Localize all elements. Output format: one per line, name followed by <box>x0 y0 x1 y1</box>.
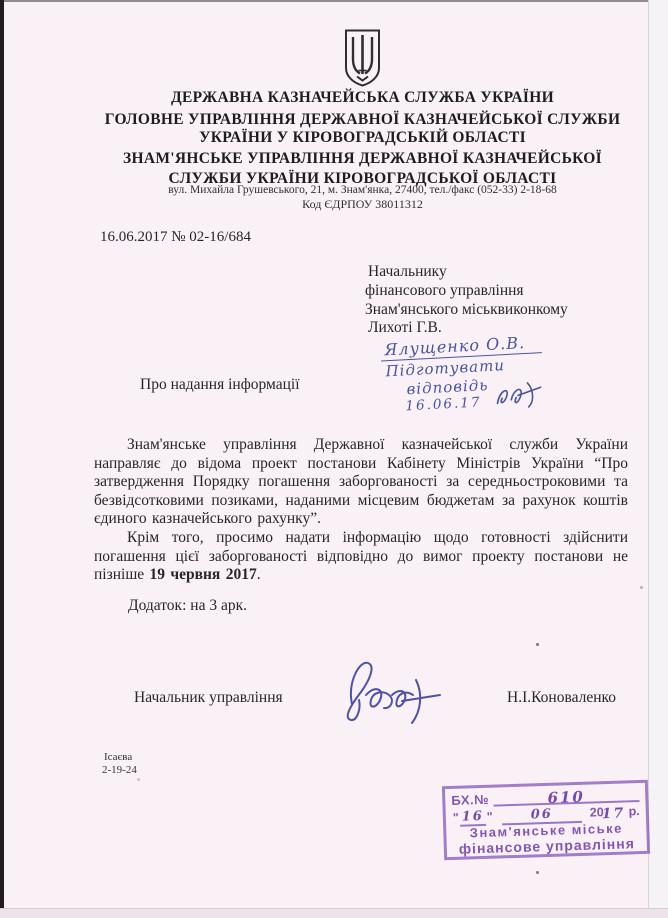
addressee-line: фінансового управління <box>365 281 524 299</box>
letter-date-number: 16.06.2017 № 02-16/684 <box>100 229 251 245</box>
body-paragraph-2-end: . <box>256 566 261 584</box>
scan-speck <box>536 643 539 646</box>
incoming-registration-stamp <box>442 780 650 860</box>
signer-position: Начальник управління <box>134 689 283 706</box>
addressee-line: Лихоті Г.В. <box>368 319 442 337</box>
executor-phone: 2-19-24 <box>102 764 137 776</box>
attachment-note: Додаток: на 3 арк. <box>128 597 247 614</box>
scan-speck <box>640 586 643 589</box>
stamp-number-label: БХ.№ <box>451 791 490 808</box>
stamp-month-handwritten: 06 <box>501 806 582 826</box>
org-address: вул. Михайла Грушевського, 21, м. Знам'янка, 27400, тел./факс (052-33) 2-18-68 <box>168 184 557 196</box>
body-paragraph-1-text: Знам'янське управління Державної казначейської служби України направляє до відома проект постанови Кабінету Міністрів України “Про затвердження Порядку погашення заборгованості за середньостроковими та безвідсотковими позиками, наданими місцевим бюджетам за рахунок коштів єдиного казначейського рахунку”. <box>94 436 628 528</box>
body-paragraph-2-text: Крім того, просимо надати інформацію щодо готовності здійснити погашення цієї заборгованості відповідно до вимог проекту постанови не пізніше <box>94 528 628 584</box>
handwritten-date: 16.06.17 <box>405 394 482 415</box>
stamp-year-handwritten: 17 <box>601 805 626 823</box>
org-name-line1: ДЕРЖАВНА КАЗНАЧЕЙСЬКА СЛУЖБА УКРАЇНИ <box>171 89 554 106</box>
scan-edge-top <box>4 0 668 2</box>
stamp-org-line2: фінансове управління <box>458 835 636 857</box>
stamp-quote-open: " <box>452 810 460 825</box>
ukraine-trident-emblem-icon <box>343 29 382 87</box>
stamp-number-handwritten: 610 <box>547 787 586 807</box>
stamp-quote-close: " <box>486 809 493 824</box>
org-edrpou-code: Код ЄДРПОУ 38011312 <box>302 197 423 211</box>
org-name-line4: ЗНАМ'ЯНСЬКЕ УПРАВЛІННЯ ДЕРЖАВНОЇ КАЗНАЧЕЙСЬКОЇ <box>122 150 602 167</box>
org-name-line3: УКРАЇНИ У КІРОВОГРАДСЬКІЙ ОБЛАСТІ <box>199 129 526 146</box>
ink-signature <box>336 650 446 728</box>
handwritten-initials-flourish <box>492 379 545 412</box>
addressee-line: Начальнику <box>368 263 447 280</box>
scan-edge-left <box>0 0 4 918</box>
handwritten-instruction-line1: Підготувати <box>385 356 506 381</box>
signer-name: Н.І.Коноваленко <box>507 689 616 706</box>
org-name-line5: СЛУЖБИ УКРАЇНИ КІРОВОГРАДСЬКОЇ ОБЛАСТІ <box>168 170 557 187</box>
addressee-block <box>365 263 568 338</box>
stamp-day-handwritten: 16 <box>460 809 487 827</box>
stamp-year-suffix: р. <box>624 804 640 819</box>
stamp-year-printed: 20 <box>589 805 604 820</box>
stamp-year <box>590 803 640 821</box>
executor-name: Ісаєва <box>104 751 133 763</box>
scan-speck <box>137 778 140 781</box>
addressee-line: Знам'янського міськвиконкому <box>365 300 568 318</box>
body-paragraph-1 <box>94 436 628 529</box>
stamp-org-line1: Знам'янське міське <box>469 820 624 841</box>
scan-edge-bottom <box>0 908 668 918</box>
handwritten-name: Ялущенко О.В. <box>380 332 542 361</box>
handwritten-instruction-line2: відповідь <box>406 375 489 399</box>
handwritten-resolution <box>372 331 566 431</box>
letter-body <box>94 436 628 585</box>
scan-speck <box>536 871 539 874</box>
body-paragraph-2 <box>94 529 628 585</box>
letter-subject: Про надання інформації <box>140 376 300 393</box>
org-name-line2: ГОЛОВНЕ УПРАВЛІННЯ ДЕРЖАВНОЇ КАЗНАЧЕЙСЬКОЇ СЛУЖБИ <box>104 111 621 128</box>
deadline-date: 19 червня 2017 <box>149 566 257 584</box>
